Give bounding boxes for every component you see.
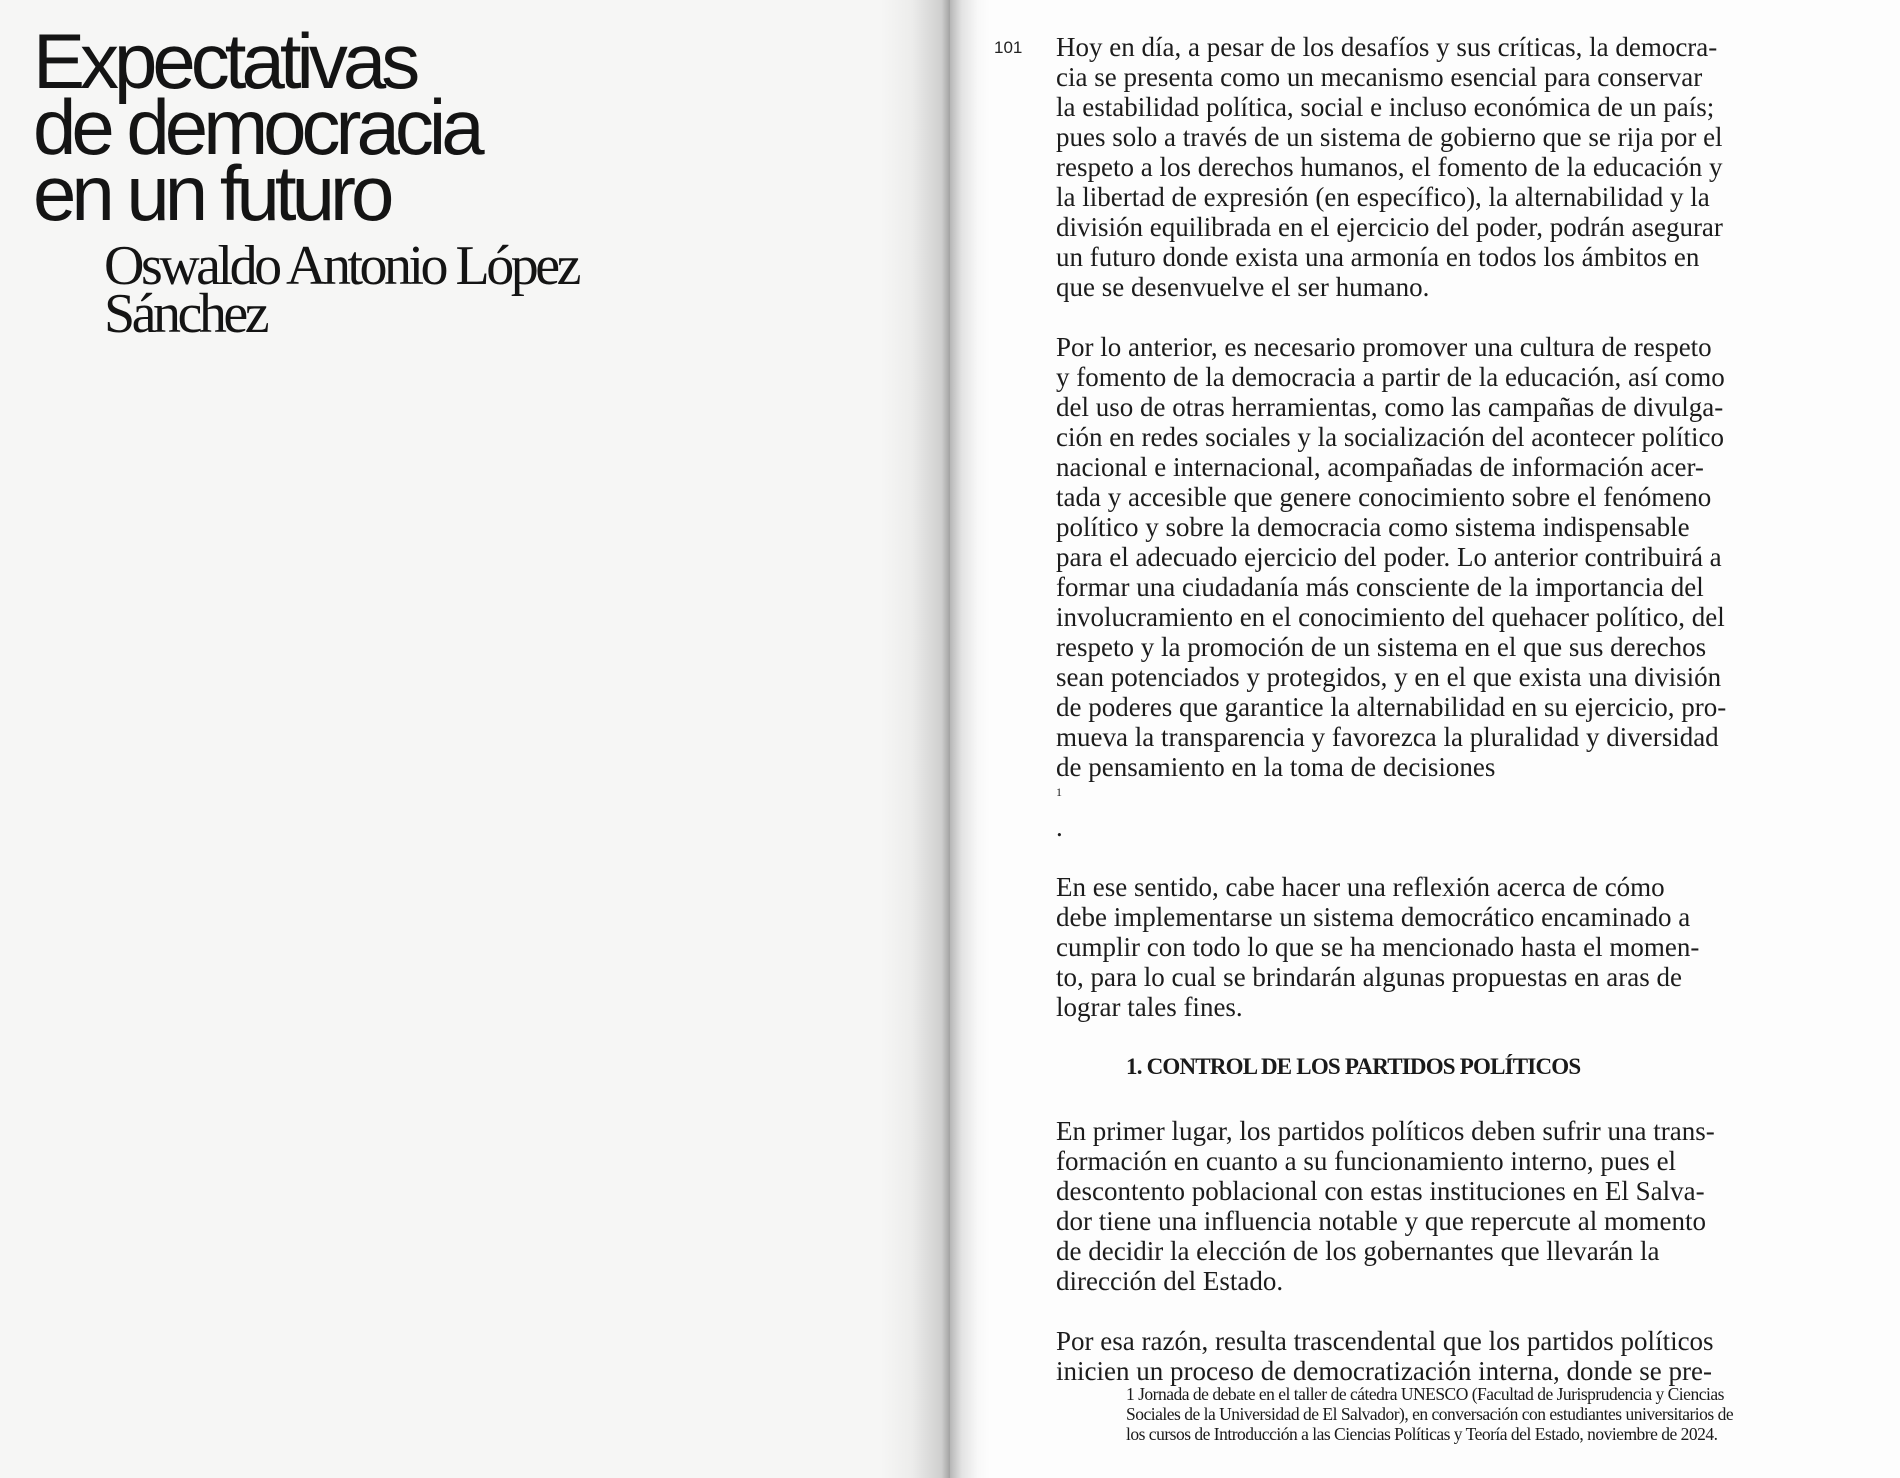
text-line: involucramiento en el conocimiento del quehacer político, del [1056,602,1725,632]
paragraph-1 [1056,32,1866,302]
paragraph-5 [1056,1326,1866,1386]
author-line: Sánchez [104,283,267,345]
section-heading: 1. CONTROL DE LOS PARTIDOS POLÍTICOS [1126,1054,1581,1079]
text-line: la libertad de expresión (en específico), la alternabilidad y la [1056,182,1710,212]
text-line: respeto a los derechos humanos, el fomento de la educación y [1056,152,1723,182]
footnote-line: Sociales de la Universidad de El Salvador), en conversación con estudiantes universitarios de [1126,1404,1734,1424]
text-line: mueva la transparencia y favorezca la pluralidad y diversidad [1056,722,1719,752]
author-line: Oswaldo Antonio López [104,235,578,297]
text-line: de poderes que garantice la alternabilidad en su ejercicio, pro- [1056,692,1727,722]
text-line: y fomento de la democracia a partir de la educación, así como [1056,362,1725,392]
title-line: Expectativas [33,17,416,105]
text-line: formación en cuanto a su funcionamiento interno, pues el [1056,1146,1677,1176]
text-line: formar una ciudadanía más consciente de la importancia del [1056,572,1704,602]
author-name [104,235,578,345]
text-line: para el adecuado ejercicio del poder. Lo anterior contribuirá a [1056,542,1722,572]
page-number: 101 [994,38,1023,57]
text-line: debe implementarse un sistema democrático encaminado a [1056,902,1691,932]
text-line: to, para lo cual se brindarán algunas propuestas en aras de [1056,962,1683,992]
paragraph-2 [1056,332,1866,842]
chapter-title [33,17,480,237]
text-line: dor tiene una influencia notable y que repercute al momento [1056,1206,1706,1236]
gutter-shadow-left [880,0,950,1478]
footnote-marker: 1 [1056,785,1062,799]
text-line: inicien un proceso de democratización interna, donde se pre- [1056,1356,1712,1386]
text-line: pues solo a través de un sistema de gobierno que se rija por el [1056,122,1723,152]
text-line: Hoy en día, a pesar de los desafíos y sus críticas, la democra- [1056,32,1718,62]
text-line: un futuro donde exista una armonía en todos los ámbitos en [1056,242,1700,272]
text-line: político y sobre la democracia como sistema indispensable [1056,512,1690,542]
text-line: división equilibrada en el ejercicio del poder, podrán asegurar [1056,212,1723,242]
text-line: ción en redes sociales y la socialización del acontecer político [1056,422,1724,452]
text-line: cia se presenta como un mecanismo esencial para conservar [1056,62,1703,92]
text-line: Por lo anterior, es necesario promover una cultura de respeto [1056,332,1712,362]
title-line: de democracia [33,83,480,171]
text-line: que se desenvuelve el ser humano. [1056,272,1430,302]
text-line: lograr tales fines. [1056,992,1243,1022]
text-line: descontento poblacional con estas instituciones en El Salva- [1056,1176,1705,1206]
footnote-line: los cursos de Introducción a las Ciencias Políticas y Teoría del Estado, noviembre de 2024. [1126,1424,1718,1444]
text-line: del uso de otras herramientas, como las campañas de divulga- [1056,392,1724,422]
text-line: Por esa razón, resulta trascendental que los partidos políticos [1056,1326,1714,1356]
gutter-shadow-right [950,0,990,1478]
text-line-fragment: . [1056,812,1063,842]
paragraph-4 [1056,1116,1866,1296]
text-line: cumplir con todo lo que se ha mencionado hasta el momen- [1056,932,1700,962]
paragraph-3 [1056,872,1866,1022]
text-line: la estabilidad política, social e incluso económica de un país; [1056,92,1715,122]
text-line: tada y accesible que genere conocimiento sobre el fenómeno [1056,482,1712,512]
text-line: En primer lugar, los partidos políticos deben sufrir una trans- [1056,1116,1715,1146]
text-line: de decidir la elección de los gobernantes que llevarán la [1056,1236,1660,1266]
text-line-fragment: de pensamiento en la toma de decisiones [1056,752,1496,782]
text-line [1056,752,1866,842]
text-line: dirección del Estado. [1056,1266,1284,1296]
text-line: En ese sentido, cabe hacer una reflexión acerca de cómo [1056,872,1665,902]
text-line: respeto y la promoción de un sistema en el que sus derechos [1056,632,1707,662]
text-line: sean potenciados y protegidos, y en el que exista una división [1056,662,1722,692]
footnote [1126,1384,1866,1444]
text-line: nacional e internacional, acompañadas de información acer- [1056,452,1704,482]
footnote-line: 1 Jornada de debate en el taller de cátedra UNESCO (Facultad de Jurisprudencia y Ciencias [1126,1384,1724,1404]
title-line: en un futuro [33,149,390,237]
body-text [1056,32,1866,1416]
